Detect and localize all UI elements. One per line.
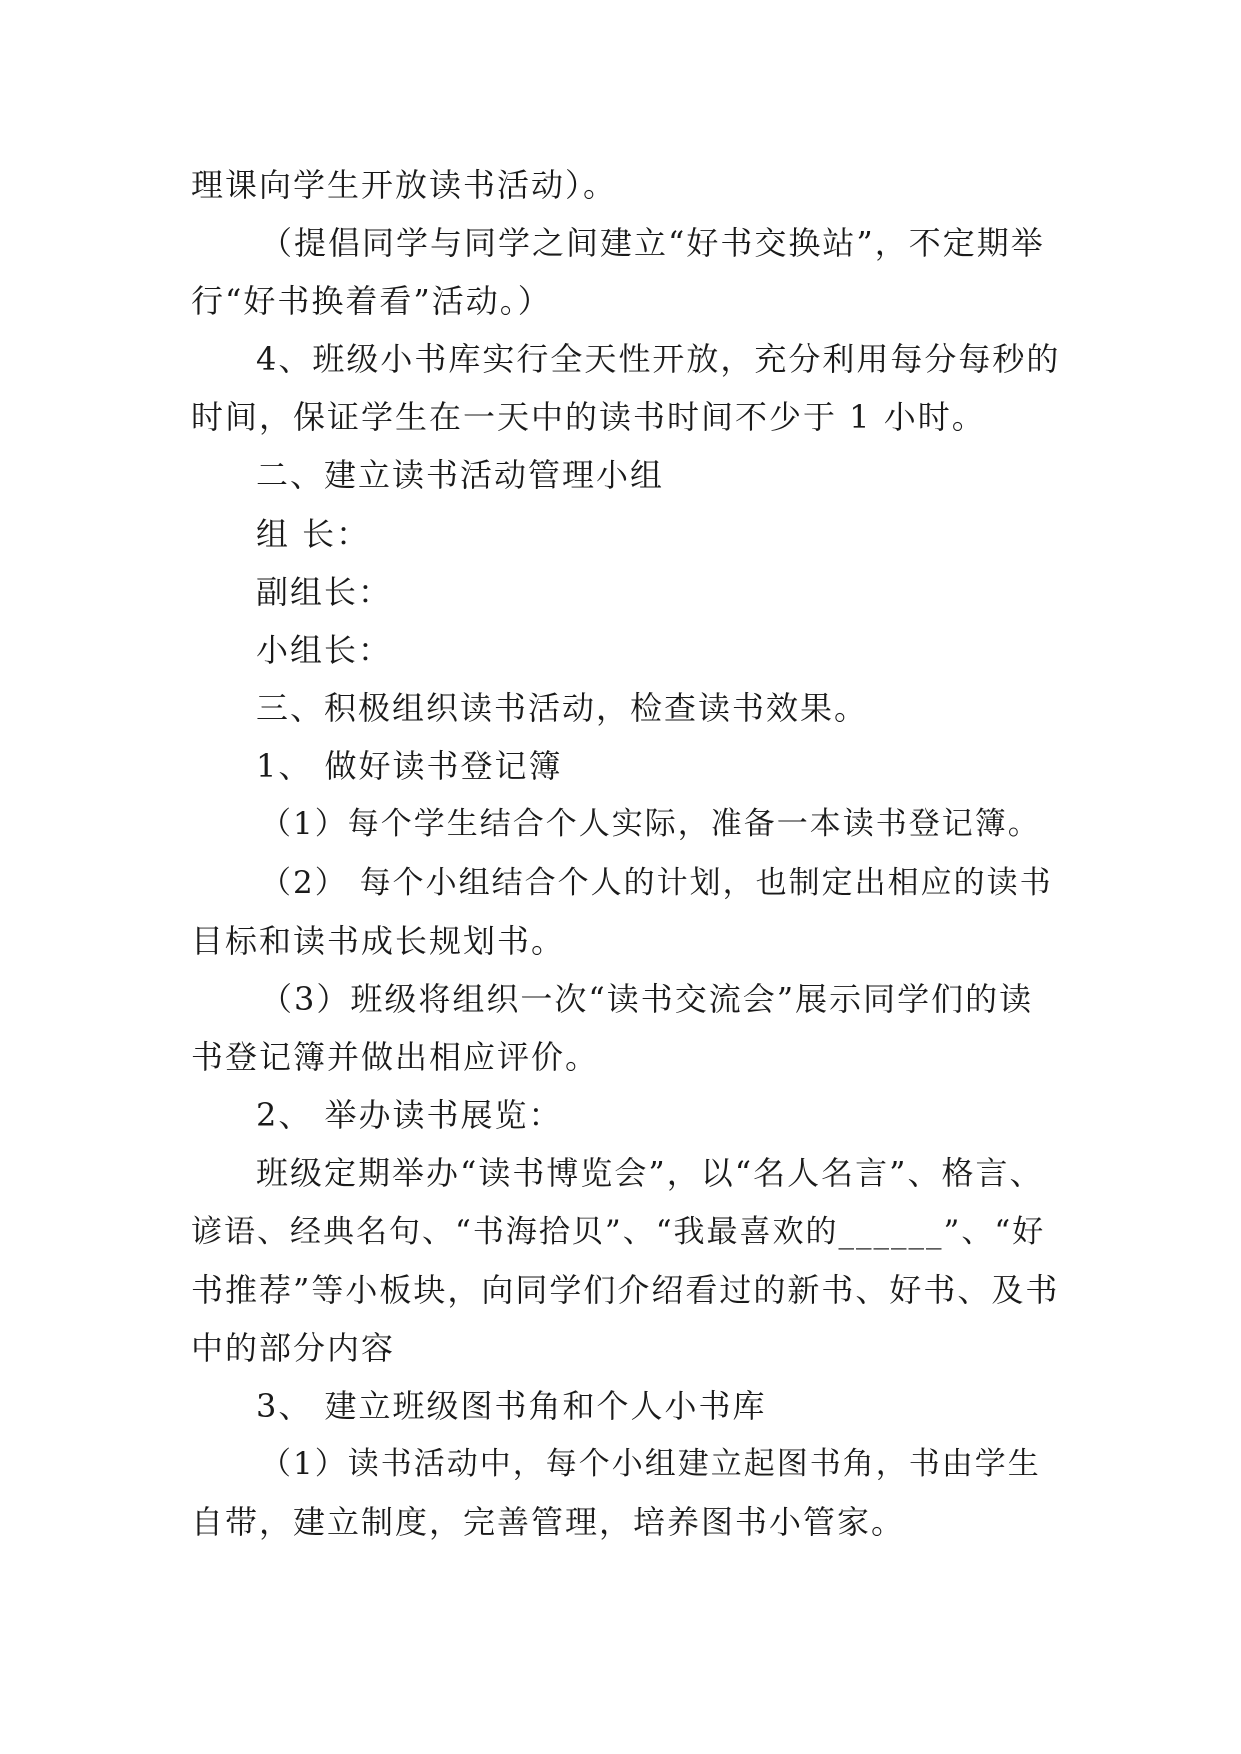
text-line: （2） 每个小组结合个人的计划，也制定出相应的读书 — [260, 865, 1053, 901]
text-line: 小组长： — [256, 631, 393, 669]
text-line: （1）读书活动中，每个小组建立起图书角，书由学生 — [260, 1446, 1041, 1482]
text-line: （1）每个学生结合个人实际，准备一本读书登记簿。 — [260, 806, 1041, 842]
text-line: 行“好书换着看”活动。） — [191, 282, 552, 320]
text-line: 组 长： — [256, 515, 371, 553]
text-line: 谚语、经典名句、“书海拾贝”、“我最喜欢的______”、“好 — [191, 1214, 1046, 1250]
text-line: 班级定期举办“读书博览会”，以“名人名言”、格言、 — [256, 1154, 1044, 1192]
subsection-heading: 2、 举办读书展览： — [256, 1096, 563, 1134]
text-line: （提倡同学与同学之间建立“好书交换站”，不定期举 — [260, 224, 1045, 262]
text-line: 副组长： — [256, 573, 393, 611]
section-heading: 二、建立读书活动管理小组 — [256, 456, 665, 494]
text-line: （3）班级将组织一次“读书交流会”展示同学们的读 — [260, 980, 1034, 1018]
text-line: 目标和读书成长规划书。 — [191, 922, 566, 960]
text-line: 书推荐”等小板块，向同学们介绍看过的新书、好书、及书 — [191, 1271, 1060, 1309]
text-line: 自带，建立制度，完善管理，培养图书小管家。 — [191, 1503, 906, 1541]
subsection-heading: 1、 做好读书登记簿 — [256, 747, 563, 785]
text-line: 中的部分内容 — [191, 1329, 396, 1367]
text-line: 4、班级小书库实行全天性开放，充分利用每分每秒的 — [256, 340, 1061, 378]
section-heading: 三、积极组织读书活动，检查读书效果。 — [256, 689, 869, 727]
text-line: 时间，保证学生在一天中的读书时间不少于 1 小时。 — [191, 398, 986, 436]
text-line: 理课向学生开放读书活动）。 — [191, 166, 618, 204]
text-line: 书登记簿并做出相应评价。 — [191, 1038, 600, 1076]
subsection-heading: 3、 建立班级图书角和个人小书库 — [256, 1387, 767, 1425]
